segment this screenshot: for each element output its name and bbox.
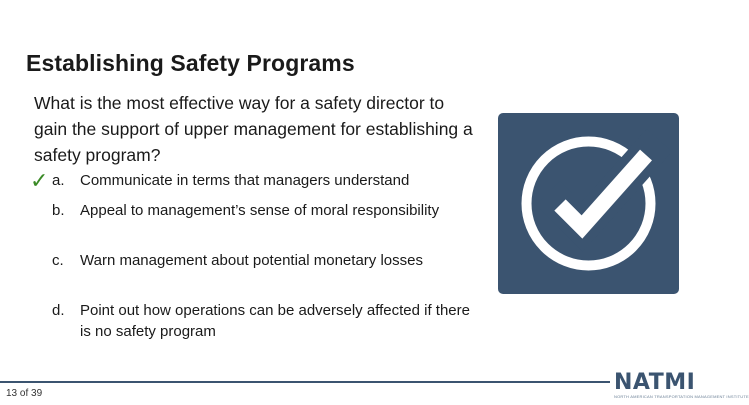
logo-wordmark: NATMI xyxy=(614,370,696,395)
check-badge xyxy=(498,113,679,294)
checkmark-icon: ✓ xyxy=(30,168,49,193)
slide-title: Establishing Safety Programs xyxy=(26,50,355,76)
answer-option-d xyxy=(52,300,472,342)
question-text: What is the most effective way for a safety director to gain the support of upper management for establishing a safety program? xyxy=(34,93,473,165)
answer-option-b xyxy=(52,200,472,250)
answer-letter: a. xyxy=(52,172,65,189)
footer-rule xyxy=(0,381,610,383)
answer-text: Warn management about potential monetary losses xyxy=(80,252,423,269)
answer-letter: c. xyxy=(52,252,64,269)
answer-option-a xyxy=(30,168,472,200)
answer-text: Communicate in terms that managers understand xyxy=(80,172,410,189)
circle-check-icon xyxy=(498,113,679,294)
answer-letter: d. xyxy=(52,302,65,319)
natmi-logo xyxy=(614,370,749,402)
page-number: 13 of 39 xyxy=(6,388,43,399)
logo-tagline: NORTH AMERICAN TRANSPORTATION MANAGEMENT INSTITUTE xyxy=(614,394,749,399)
answer-text: Appeal to management’s sense of moral responsibility xyxy=(80,202,440,219)
answer-option-c xyxy=(52,250,472,300)
answer-letter: b. xyxy=(52,202,65,219)
answer-text: Point out how operations can be adversely affected if there is no safety program xyxy=(80,302,470,340)
answer-list xyxy=(30,168,472,342)
